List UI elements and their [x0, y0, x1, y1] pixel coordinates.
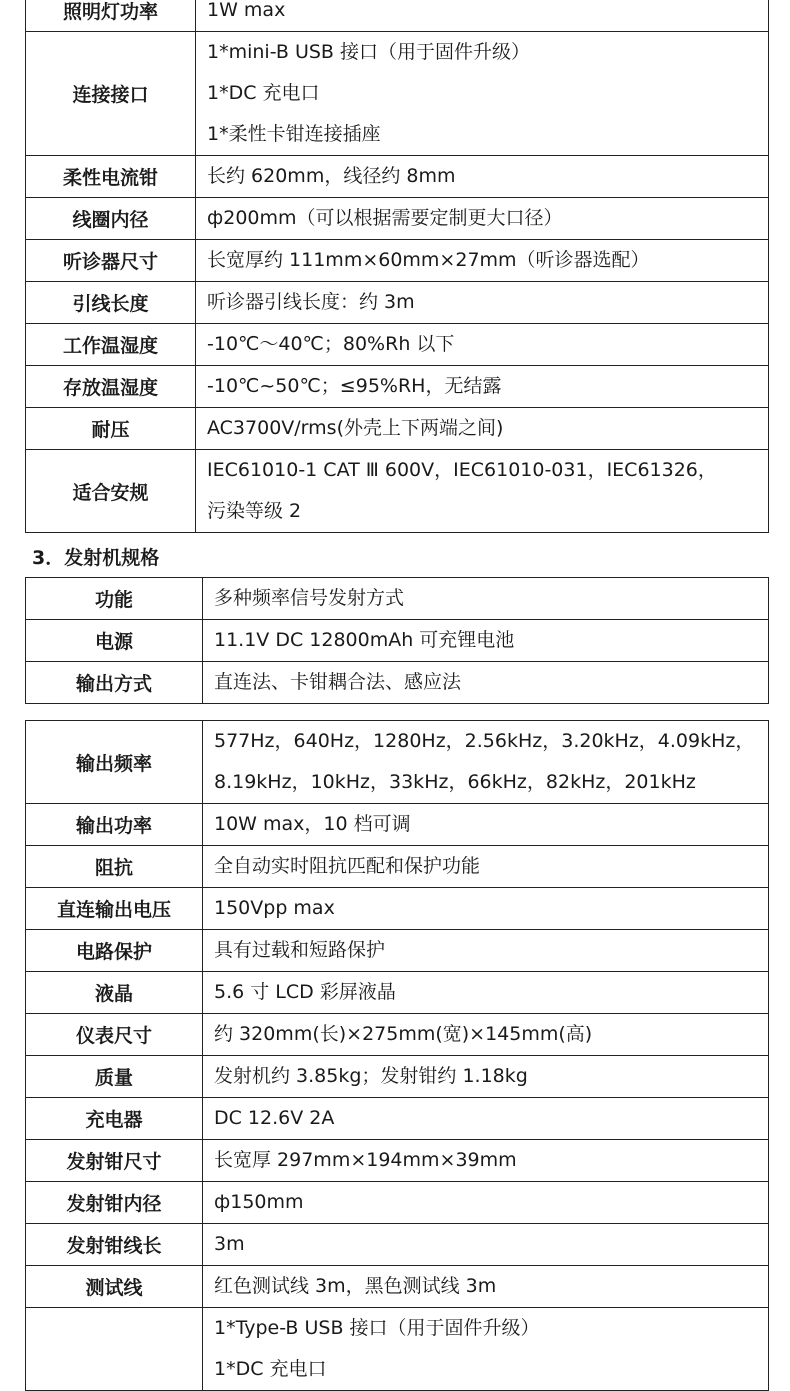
spec-value-line: 11.1V DC 12800mAh 可充锂电池	[214, 629, 515, 651]
spec-value-line: DC 12.6V 2A	[214, 1107, 335, 1129]
spec-label: 照明灯功率	[26, 0, 196, 32]
spec-row	[26, 804, 769, 846]
spec-value	[203, 1308, 769, 1391]
spec-label: 测试线	[26, 1266, 203, 1308]
spec-value-line: 多种频率信号发射方式	[214, 587, 405, 609]
spec-row	[26, 1098, 769, 1140]
spec-value	[203, 721, 769, 804]
spec-row	[26, 888, 769, 930]
spec-label: 仪表尺寸	[26, 1014, 203, 1056]
spec-value-line: 长约 620mm，线径约 8mm	[207, 165, 456, 187]
spec-label: 线圈内径	[26, 198, 196, 240]
spec-label	[26, 1308, 203, 1391]
spec-row	[26, 324, 769, 366]
spec-label: 功能	[26, 578, 203, 620]
spec-label: 引线长度	[26, 282, 196, 324]
spec-label: 输出功率	[26, 804, 203, 846]
transmitter-spec-table-1	[25, 577, 769, 704]
spec-row	[26, 578, 769, 620]
spec-row	[26, 32, 769, 156]
spec-value	[203, 1056, 769, 1098]
spec-value-line: -10℃~50℃；≤95%RH，无结露	[207, 375, 502, 397]
spec-value-line: ф150mm	[214, 1191, 304, 1213]
spec-value-line: 577Hz，640Hz，1280Hz，2.56kHz，3.20kHz，4.09kHz，	[214, 730, 755, 752]
spec-value	[203, 972, 769, 1014]
spec-row	[26, 156, 769, 198]
spec-row	[26, 408, 769, 450]
spec-row	[26, 1140, 769, 1182]
spec-row	[26, 1308, 769, 1391]
spec-value-line: 1*柔性卡钳连接插座	[207, 123, 381, 145]
spec-label: 输出频率	[26, 721, 203, 804]
spec-value-line: 直连法、卡钳耦合法、感应法	[214, 671, 462, 693]
spec-value	[196, 366, 769, 408]
spec-value-line: 长宽厚 297mm×194mm×39mm	[214, 1149, 517, 1171]
spec-value-line: 1*DC 充电口	[207, 82, 320, 104]
section-title-transmitter: 3．发射机规格	[32, 547, 160, 569]
spec-value	[196, 240, 769, 282]
spec-label: 直连输出电压	[26, 888, 203, 930]
spec-value-line: 全自动实时阻抗匹配和保护功能	[214, 855, 481, 877]
spec-value	[203, 1098, 769, 1140]
spec-value	[203, 662, 769, 704]
spec-value-line: 听诊器引线长度：约 3m	[207, 291, 415, 313]
spec-value	[203, 930, 769, 972]
spec-label: 耐压	[26, 408, 196, 450]
spec-value	[203, 888, 769, 930]
spec-value	[203, 1014, 769, 1056]
spec-value	[203, 578, 769, 620]
spec-label: 柔性电流钳	[26, 156, 196, 198]
spec-label: 电源	[26, 620, 203, 662]
spec-value-line: 长宽厚约 111mm×60mm×27mm（听诊器选配）	[207, 249, 650, 271]
spec-label: 连接接口	[26, 32, 196, 156]
spec-row	[26, 846, 769, 888]
spec-label: 充电器	[26, 1098, 203, 1140]
spec-value	[196, 32, 769, 156]
spec-value	[203, 846, 769, 888]
spec-value	[196, 156, 769, 198]
spec-value-line: 1W max	[207, 0, 286, 21]
spec-value-line: 污染等级 2	[207, 500, 302, 522]
spec-label: 适合安规	[26, 450, 196, 533]
spec-label: 发射钳线长	[26, 1224, 203, 1266]
spec-row	[26, 366, 769, 408]
spec-value	[203, 1266, 769, 1308]
spec-value	[203, 1182, 769, 1224]
spec-value-line: ф200mm（可以根据需要定制更大口径）	[207, 207, 563, 229]
spec-label: 输出方式	[26, 662, 203, 704]
spec-row	[26, 1224, 769, 1266]
spec-row	[26, 198, 769, 240]
spec-label: 听诊器尺寸	[26, 240, 196, 282]
spec-row	[26, 662, 769, 704]
spec-row	[26, 1056, 769, 1098]
spec-label: 存放温湿度	[26, 366, 196, 408]
spec-value-line: 1*mini-B USB 接口（用于固件升级）	[207, 41, 530, 63]
spec-label: 阻抗	[26, 846, 203, 888]
spec-value-line: 10W max，10 档可调	[214, 813, 411, 835]
spec-row	[26, 930, 769, 972]
spec-value-line: IEC61010-1 CAT Ⅲ 600V，IEC61010-031，IEC61326，	[207, 459, 717, 481]
transmitter-spec-table-2	[25, 720, 769, 1391]
spec-value-line: 具有过载和短路保护	[214, 939, 386, 961]
spec-value	[196, 282, 769, 324]
spec-row	[26, 282, 769, 324]
spec-row	[26, 1266, 769, 1308]
spec-value-line: 1*DC 充电口	[214, 1358, 327, 1380]
spec-value	[196, 408, 769, 450]
spec-value	[196, 0, 769, 32]
spec-row	[26, 972, 769, 1014]
spec-value-line: 1*Type-B USB 接口（用于固件升级）	[214, 1317, 540, 1339]
spec-row	[26, 620, 769, 662]
spec-row	[26, 450, 769, 533]
spec-value-line: 8.19kHz，10kHz，33kHz，66kHz，82kHz，201kHz	[214, 771, 696, 793]
spec-value-line: AC3700V/rms(外壳上下两端之间)	[207, 417, 504, 439]
spec-value-line: 约 320mm(长)×275mm(宽)×145mm(高)	[214, 1023, 593, 1045]
spec-value-line: 150Vpp max	[214, 897, 335, 919]
spec-value-line: 3m	[214, 1233, 245, 1255]
spec-row	[26, 721, 769, 804]
spec-label: 液晶	[26, 972, 203, 1014]
spec-value	[196, 198, 769, 240]
spec-value	[203, 804, 769, 846]
spec-value	[203, 620, 769, 662]
spec-value-line: 5.6 寸 LCD 彩屏液晶	[214, 981, 396, 1003]
spec-row	[26, 1014, 769, 1056]
spec-label: 发射钳尺寸	[26, 1140, 203, 1182]
spec-label: 工作温湿度	[26, 324, 196, 366]
spec-value-line: 发射机约 3.85kg；发射钳约 1.18kg	[214, 1065, 528, 1087]
receiver-spec-table	[25, 0, 769, 533]
spec-value	[196, 324, 769, 366]
spec-row	[26, 0, 769, 32]
spec-label: 电路保护	[26, 930, 203, 972]
spec-value	[203, 1224, 769, 1266]
spec-row	[26, 240, 769, 282]
spec-value	[203, 1140, 769, 1182]
spec-value-line: -10℃～40℃；80%Rh 以下	[207, 333, 455, 355]
spec-row	[26, 1182, 769, 1224]
spec-label: 质量	[26, 1056, 203, 1098]
spec-value	[196, 450, 769, 533]
spec-label: 发射钳内径	[26, 1182, 203, 1224]
spec-value-line: 红色测试线 3m，黑色测试线 3m	[214, 1275, 497, 1297]
